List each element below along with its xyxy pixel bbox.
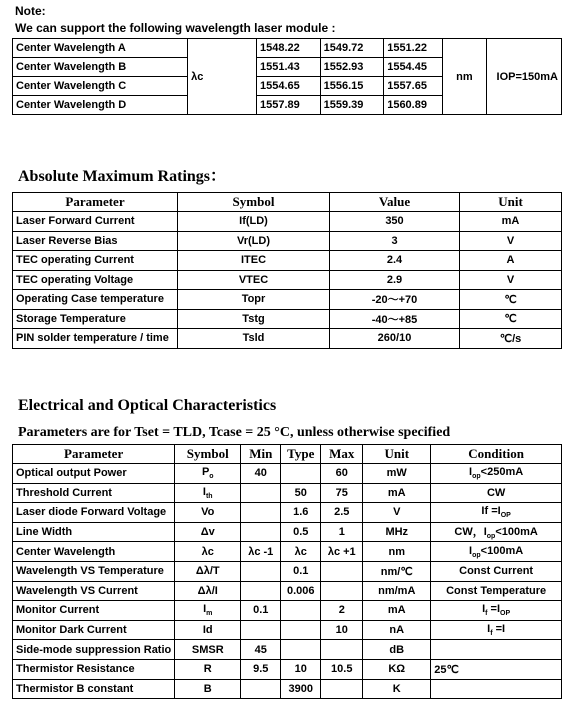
- wavelength-value: 1556.15: [320, 77, 384, 96]
- column-header: Max: [321, 445, 363, 464]
- subscript: op: [486, 533, 496, 541]
- column-header: Type: [281, 445, 321, 464]
- table-cell: A: [460, 251, 562, 271]
- min-cell: 0.1: [241, 601, 281, 621]
- wavelength-label: Center Wavelength A: [13, 39, 188, 58]
- unit-cell: nm/mA: [363, 581, 431, 601]
- symbol-cell: SMSR: [175, 640, 241, 660]
- column-header: Parameter: [13, 445, 175, 464]
- column-header: Min: [241, 445, 281, 464]
- subscript: f: [490, 630, 493, 638]
- symbol-cell: B: [175, 679, 241, 699]
- column-header: Parameter: [13, 193, 178, 212]
- wavelength-condition: IOP=150mA: [486, 39, 561, 115]
- subscript: OP: [500, 610, 511, 618]
- column-header: Condition: [431, 445, 562, 464]
- condition-cell: CW: [431, 483, 562, 503]
- unit-cell: mA: [363, 483, 431, 503]
- table-cell: VTEC: [178, 270, 330, 290]
- symbol-cell: $P_o$: [175, 464, 241, 484]
- param-cell: Thermistor B constant: [13, 679, 175, 699]
- table-cell: 2.9: [330, 270, 460, 290]
- wavelength-value: 1551.22: [384, 39, 443, 58]
- condition-cell: $I_f =I_{OP}$: [431, 601, 562, 621]
- min-cell: [241, 503, 281, 523]
- table-row: [13, 39, 562, 58]
- table-row: [13, 503, 562, 523]
- min-cell: [241, 620, 281, 640]
- min-cell: [241, 581, 281, 601]
- table-cell: Vr(LD): [178, 231, 330, 251]
- wavelength-value: 1554.45: [384, 58, 443, 77]
- max-cell: 2.5: [321, 503, 363, 523]
- max-cell: 60: [321, 464, 363, 484]
- table-cell: V: [460, 231, 562, 251]
- max-cell: 75: [321, 483, 363, 503]
- param-cell: Thermistor Resistance: [13, 659, 175, 679]
- param-cell: Center Wavelength: [13, 542, 175, 562]
- table-row: [13, 251, 562, 271]
- table-cell: -20～+70: [330, 290, 460, 310]
- table-cell: Storage Temperature: [13, 309, 178, 329]
- max-cell: [321, 640, 363, 660]
- unit-cell: K: [363, 679, 431, 699]
- wavelength-value: 1560.89: [384, 96, 443, 115]
- subscript: m: [206, 610, 213, 618]
- condition-cell: $If =I_{OP}$: [431, 503, 562, 523]
- absolute-max-ratings-heading: Absolute Maximum Ratings：: [18, 168, 227, 185]
- table-cell: Operating Case temperature: [13, 290, 178, 310]
- table-cell: Laser Reverse Bias: [13, 231, 178, 251]
- table-cell: TEC operating Voltage: [13, 270, 178, 290]
- table-row: [13, 212, 562, 232]
- max-cell: 10.5: [321, 659, 363, 679]
- typ-cell: [281, 464, 321, 484]
- absolute-max-ratings-table: [12, 192, 562, 349]
- condition-cell: Const Temperature: [431, 581, 562, 601]
- table-row: [13, 483, 562, 503]
- eo-characteristics-table: [12, 444, 562, 699]
- param-cell: Wavelength VS Temperature: [13, 561, 175, 581]
- symbol-cell: λc: [175, 542, 241, 562]
- subscript: f: [485, 610, 488, 618]
- table-row: [13, 640, 562, 660]
- symbol-cell: Vo: [175, 503, 241, 523]
- table-cell: ITEC: [178, 251, 330, 271]
- param-cell: Monitor Dark Current: [13, 620, 175, 640]
- max-cell: [321, 561, 363, 581]
- table-row: [13, 270, 562, 290]
- condition-cell: 25℃: [431, 659, 562, 679]
- wavelength-value: 1554.65: [257, 77, 321, 96]
- column-header: Symbol: [178, 193, 330, 212]
- table-cell: Tstg: [178, 309, 330, 329]
- min-cell: λc -1: [241, 542, 281, 562]
- column-header: Unit: [460, 193, 562, 212]
- table-cell: If(LD): [178, 212, 330, 232]
- table-row: [13, 679, 562, 699]
- unit-cell: MHz: [363, 522, 431, 542]
- symbol-cell: Δλ/T: [175, 561, 241, 581]
- table-cell: 3: [330, 231, 460, 251]
- subscript: op: [472, 473, 481, 481]
- min-cell: [241, 561, 281, 581]
- param-cell: Wavelength VS Current: [13, 581, 175, 601]
- param-cell: Side-mode suppression Ratio: [13, 640, 175, 660]
- max-cell: 1: [321, 522, 363, 542]
- max-cell: [321, 679, 363, 699]
- unit-cell: dB: [363, 640, 431, 660]
- table-row: [13, 329, 562, 349]
- param-cell: Line Width: [13, 522, 175, 542]
- table-row: [13, 231, 562, 251]
- max-cell: 10: [321, 620, 363, 640]
- symbol-cell: $I_m$: [175, 601, 241, 621]
- wavelength-unit: nm: [443, 39, 486, 115]
- unit-cell: mW: [363, 464, 431, 484]
- wavelength-value: 1549.72: [320, 39, 384, 58]
- table-row: [13, 561, 562, 581]
- unit-cell: nA: [363, 620, 431, 640]
- max-cell: 2: [321, 601, 363, 621]
- typ-cell: 50: [281, 483, 321, 503]
- table-row: [13, 309, 562, 329]
- symbol-cell: Δv: [175, 522, 241, 542]
- param-cell: Threshold Current: [13, 483, 175, 503]
- param-cell: Laser diode Forward Voltage: [13, 503, 175, 523]
- table-cell: Topr: [178, 290, 330, 310]
- wavelength-value: 1548.22: [257, 39, 321, 58]
- column-header: Value: [330, 193, 460, 212]
- min-cell: 45: [241, 640, 281, 660]
- table-cell: -40～+85: [330, 309, 460, 329]
- table-row: [13, 464, 562, 484]
- condition-cell: CW，$I_{op}<100mA$: [431, 522, 562, 542]
- wavelength-label: Center Wavelength C: [13, 77, 188, 96]
- table-cell: ℃: [460, 290, 562, 310]
- unit-cell: mA: [363, 601, 431, 621]
- unit-cell: nm/℃: [363, 561, 431, 581]
- eo-parameters-line: Parameters are for Tset = TLD, Tcase = 25 °C, unless otherwise specified: [18, 425, 451, 440]
- table-row: [13, 522, 562, 542]
- min-cell: [241, 483, 281, 503]
- column-header: Unit: [363, 445, 431, 464]
- symbol-cell: R: [175, 659, 241, 679]
- typ-cell: [281, 640, 321, 660]
- table-cell: 260/10: [330, 329, 460, 349]
- table-cell: 2.4: [330, 251, 460, 271]
- condition-cell: $I_{op}<250mA$: [431, 464, 562, 484]
- typ-cell: 0.1: [281, 561, 321, 581]
- min-cell: [241, 522, 281, 542]
- typ-cell: [281, 601, 321, 621]
- condition-cell: [431, 679, 562, 699]
- typ-cell: 1.6: [281, 503, 321, 523]
- table-cell: PIN solder temperature / time: [13, 329, 178, 349]
- min-cell: 9.5: [241, 659, 281, 679]
- condition-cell: $I_{op}<100mA$: [431, 542, 562, 562]
- min-cell: [241, 679, 281, 699]
- table-row: [13, 659, 562, 679]
- max-cell: [321, 581, 363, 601]
- unit-cell: nm: [363, 542, 431, 562]
- table-row: [13, 601, 562, 621]
- param-cell: Optical output Power: [13, 464, 175, 484]
- unit-cell: KΩ: [363, 659, 431, 679]
- note-subtitle: We can support the following wavelength laser module :: [15, 21, 336, 35]
- typ-cell: λc: [281, 542, 321, 562]
- symbol-cell: Δλ/I: [175, 581, 241, 601]
- typ-cell: [281, 620, 321, 640]
- param-cell: Monitor Current: [13, 601, 175, 621]
- wavelength-value: 1551.43: [257, 58, 321, 77]
- column-header: Symbol: [175, 445, 241, 464]
- condition-cell: $I_f =I$: [431, 620, 562, 640]
- wavelength-table: [12, 38, 562, 115]
- table-cell: ℃/s: [460, 329, 562, 349]
- table-cell: Tsld: [178, 329, 330, 349]
- table-row: [13, 290, 562, 310]
- note-title: Note:: [15, 4, 46, 18]
- condition-cell: [431, 640, 562, 660]
- wavelength-label: Center Wavelength D: [13, 96, 188, 115]
- subscript: op: [472, 551, 481, 559]
- wavelength-value: 1559.39: [320, 96, 384, 115]
- symbol-cell: $I_{th}$: [175, 483, 241, 503]
- table-cell: mA: [460, 212, 562, 232]
- eo-characteristics-heading: Electrical and Optical Characteristics: [18, 397, 277, 414]
- unit-cell: V: [363, 503, 431, 523]
- table-row: [13, 542, 562, 562]
- wavelength-value: 1552.93: [320, 58, 384, 77]
- typ-cell: 3900: [281, 679, 321, 699]
- table-cell: ℃: [460, 309, 562, 329]
- table-cell: TEC operating Current: [13, 251, 178, 271]
- table-row: [13, 581, 562, 601]
- table-cell: Laser Forward Current: [13, 212, 178, 232]
- wavelength-value: 1557.89: [257, 96, 321, 115]
- min-cell: 40: [241, 464, 281, 484]
- table-cell: V: [460, 270, 562, 290]
- subscript: th: [205, 492, 213, 500]
- condition-cell: Const Current: [431, 561, 562, 581]
- max-cell: λc +1: [321, 542, 363, 562]
- table-cell: 350: [330, 212, 460, 232]
- symbol-cell: Id: [175, 620, 241, 640]
- typ-cell: 10: [281, 659, 321, 679]
- typ-cell: 0.006: [281, 581, 321, 601]
- wavelength-label: Center Wavelength B: [13, 58, 188, 77]
- subscript: OP: [500, 512, 511, 520]
- subscript: o: [209, 473, 214, 481]
- wavelength-symbol: λc: [188, 39, 257, 115]
- typ-cell: 0.5: [281, 522, 321, 542]
- wavelength-value: 1557.65: [384, 77, 443, 96]
- table-row: [13, 620, 562, 640]
